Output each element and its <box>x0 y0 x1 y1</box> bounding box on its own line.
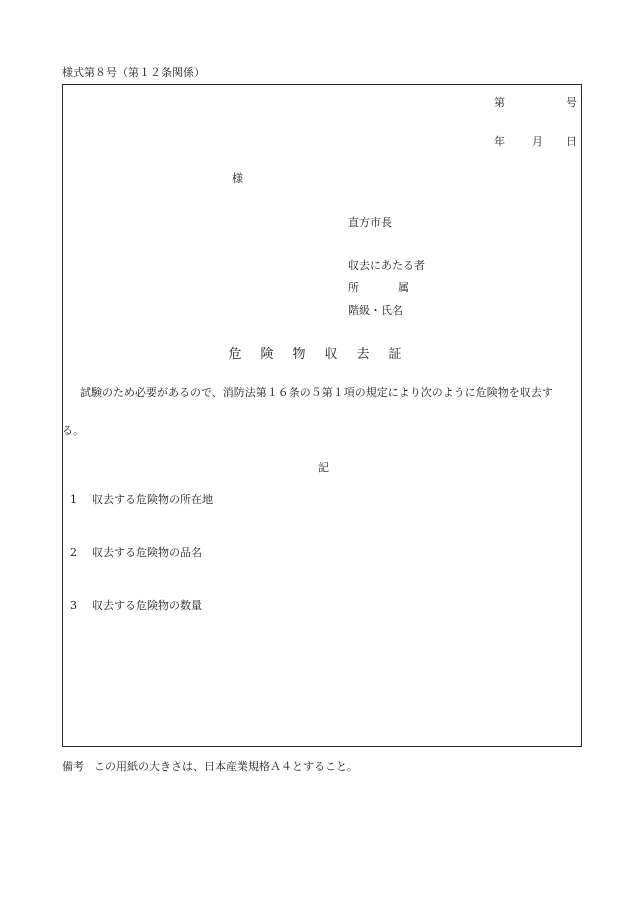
document-frame <box>62 84 582 747</box>
doc-number-suffix: 号 <box>566 96 577 109</box>
item-number: 2 <box>70 546 77 559</box>
document-title <box>0 347 630 363</box>
title-char: 物 <box>292 347 306 362</box>
date-month-label: 月 <box>532 135 543 148</box>
remarks-text: この用紙の大きさは、日本産業規格Ａ４とすること。 <box>94 760 358 773</box>
date-year-label: 年 <box>494 135 505 148</box>
title-char: 危 <box>228 347 242 362</box>
addressee-honorific: 様 <box>232 172 243 185</box>
list-item <box>70 546 202 560</box>
item-label: 収去する危険物の品名 <box>92 546 202 559</box>
body-text-line2: る。 <box>62 424 84 437</box>
remarks-label: 備考 <box>62 760 84 773</box>
body-text-line1: 試験のため必要があるので、消防法第１６条の５第１項の規定により次のように危険物を収去す <box>80 386 553 399</box>
list-item <box>70 599 202 613</box>
item-label: 収去する危険物の数量 <box>92 599 202 612</box>
item-number: 1 <box>70 493 77 506</box>
title-char: 証 <box>388 347 402 362</box>
title-char: 険 <box>260 347 274 362</box>
list-item <box>70 493 213 507</box>
date-day-label: 日 <box>566 135 577 148</box>
affiliation-label-part2: 属 <box>398 281 409 294</box>
collector-title: 収去にあたる者 <box>348 259 425 272</box>
notation-ki: 記 <box>318 461 329 474</box>
rank-name-label: 階級・氏名 <box>348 304 403 317</box>
title-char: 収 <box>324 347 338 362</box>
title-char: 去 <box>356 347 370 362</box>
item-label: 収去する危険物の所在地 <box>92 493 213 506</box>
form-number: 様式第８号（第１２条関係） <box>62 66 205 79</box>
doc-number-label: 第 <box>494 96 505 109</box>
item-number: 3 <box>70 599 77 612</box>
affiliation-label-part1: 所 <box>348 281 359 294</box>
remarks-note <box>62 760 358 774</box>
issuer-name: 直方市長 <box>348 216 392 229</box>
